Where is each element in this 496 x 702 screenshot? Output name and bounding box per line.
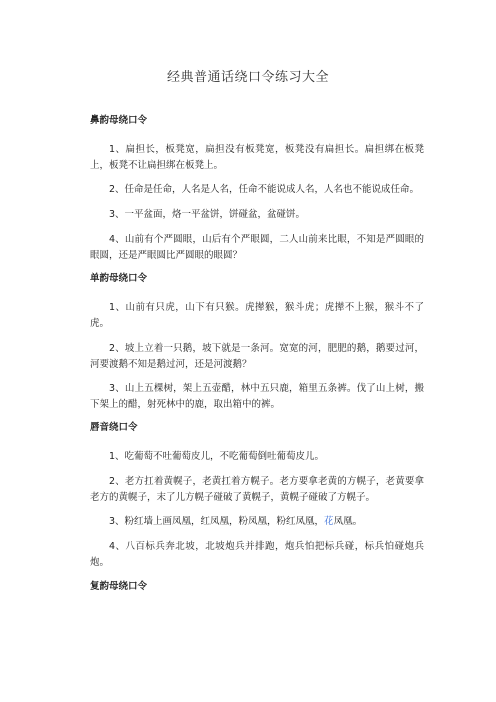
paragraph: 3、山上五棵树，架上五壶醋，林中五只鹿，箱里五条裤。伐了山上树，搬下架上的醋，射死林中的鹿，取出箱中的裤。 (90, 383, 424, 410)
section-heading: 复韵母绕口令 (90, 581, 148, 592)
paragraph: 3、一平盆面，烙一平盆饼，饼碰盆，盆碰饼。 (109, 209, 306, 220)
highlighted-word: 花 (324, 516, 334, 527)
paragraph-with-highlight (90, 514, 424, 530)
section-heading: 单韵母绕口令 (90, 273, 148, 284)
paragraph: 1、吃葡萄不吐葡萄皮儿，不吃葡萄倒吐葡萄皮儿。 (109, 451, 325, 462)
section-heading: 鼻韵母绕口令 (90, 115, 148, 126)
paragraph: 4、八百标兵奔北坡，北坡炮兵并排跑，炮兵怕把标兵碰，标兵怕碰炮兵炮。 (90, 541, 424, 568)
page-title: 经典普通话绕口令练习大全 (166, 70, 329, 85)
paragraph: 1、山前有只虎，山下有只猴。虎撵猴，猴斗虎；虎撵不上猴，猴斗不了虎。 (90, 302, 424, 329)
section-heading: 唇音绕口令 (90, 422, 138, 433)
paragraph: 4、山前有个严圆眼，山后有个严眼圆，二人山前来比眼，不知是严圆眼的眼圆，还是严眼圆比严圆眼的眼圆？ (90, 234, 424, 261)
paragraph: 2、坡上立着一只鹅，坡下就是一条河。宽宽的河，肥肥的鹅，鹅要过河，河要渡鹅不知是鹅过河，还是河渡鹅？ (90, 343, 424, 370)
paragraph: 1、扁担长，板凳宽，扁担没有板凳宽，板凳没有扁担长。扁担绑在板凳上，板凳不让扁担绑在板凳上。 (90, 144, 424, 171)
paragraph-text: 3、粉红墙上画凤凰，红凤凰，粉凤凰，粉红凤凰，花凤凰。 (109, 516, 363, 527)
paragraph: 2、任命是任命，人名是人名，任命不能说成人名，人名也不能说成任命。 (109, 184, 420, 195)
document-body (90, 114, 424, 608)
paragraph: 2、老方扛着黄幌子，老黄扛着方幌子。老方要拿老黄的方幌子，老黄要拿老方的黄幌子，末了儿方幌子碰破了黄幌子，黄幌子碰破了方幌子。 (90, 476, 424, 503)
